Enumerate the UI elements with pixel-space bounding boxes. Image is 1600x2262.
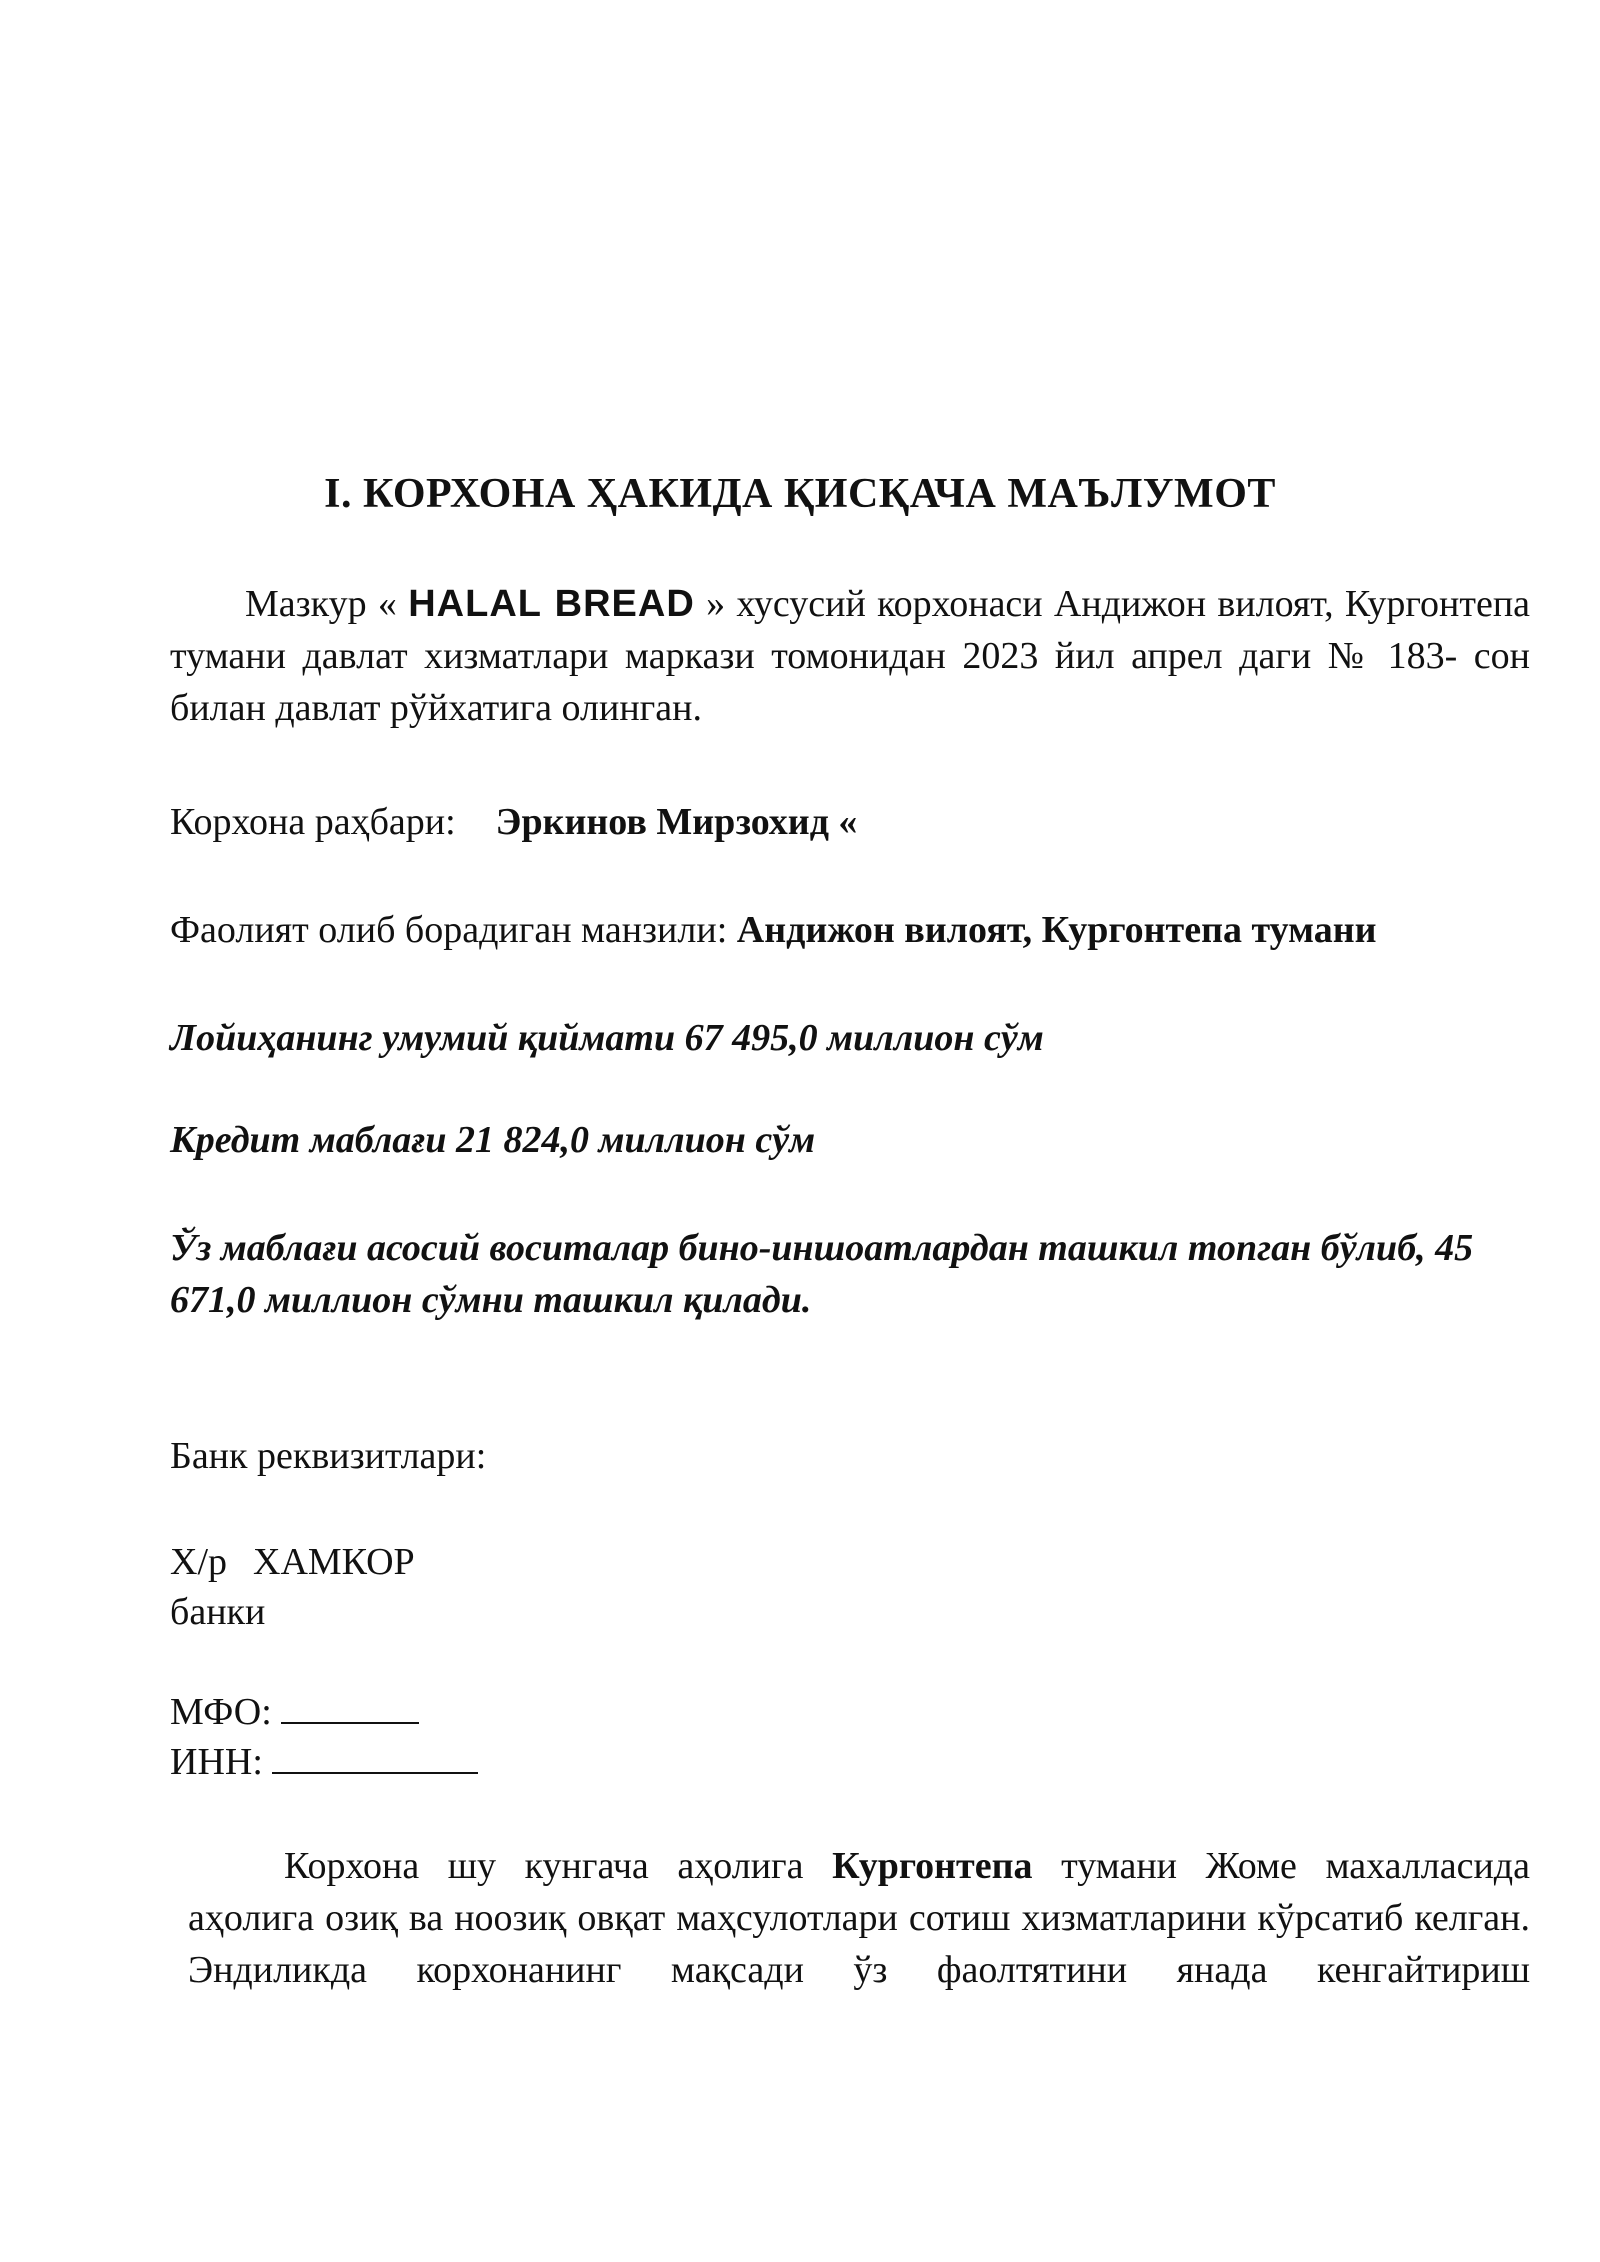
bank-suffix: банки: [170, 1591, 266, 1633]
credit-amount: Кредит маблағи 21 824,0 миллион сўм: [170, 1119, 816, 1161]
intro-rest: » хусусий корхонаси Андижон вилоят, Кургонтепа тумани давлат хизматлари маркази томонидан 2023 йил апрел даги № 183- сон билан давлат рўйхатига олинган.: [170, 583, 1531, 729]
mfo-label: МФО:: [170, 1691, 272, 1733]
director-name: Эркинов Мирзохид «: [495, 801, 858, 843]
bank-name: ХАМКОР: [253, 1541, 415, 1583]
director-label: Корхона раҳбари:: [170, 801, 456, 843]
project-cost: Лойиҳанинг умумий қиймати 67 495,0 миллион сўм: [170, 1017, 1044, 1059]
company-name: HALAL BREAD: [408, 583, 695, 625]
intro-lead: Мазкур «: [245, 583, 397, 625]
inn-label: ИНН:: [170, 1741, 263, 1783]
inn-blank: [272, 1736, 478, 1774]
mfo-blank: [281, 1686, 419, 1724]
bank-title: Банк реквизитлари:: [170, 1435, 487, 1477]
director-line: [170, 796, 857, 848]
closing-lead: Корхона шу кунгача аҳолига: [284, 1845, 804, 1887]
intro-paragraph: [170, 578, 1530, 734]
address-value: Андижон вилоят, Кургонтепа тумани: [736, 909, 1377, 951]
account-label: Х/р: [170, 1541, 227, 1583]
bank-account-line: [170, 1536, 415, 1588]
closing-district: Кургонтепа: [832, 1845, 1033, 1887]
closing-paragraph: [188, 1840, 1530, 1996]
own-funds: Ўз маблағи асосий воситалар бино-иншоатлардан ташкил топган бўлиб, 45 671,0 миллион сўмни ташкил қилади.: [170, 1227, 1474, 1321]
closing-rest: тумани Жоме махалласида аҳолига озиқ ва ноозиқ овқат маҳсулотлари сотиш хизматларини кўрсатиб келган. Эндиликда корхонанинг мақсади ўз фаолтятини янада кенгайтириш: [188, 1845, 1531, 1991]
inn-line: [170, 1736, 478, 1788]
address-line: [170, 904, 1377, 956]
address-label: Фаолият олиб борадиган манзили:: [170, 909, 728, 951]
mfo-line: [170, 1686, 419, 1738]
section-heading: I. КОРХОНА ҲАКИДА ҚИСҚАЧА МАЪЛУМОТ: [324, 471, 1276, 517]
